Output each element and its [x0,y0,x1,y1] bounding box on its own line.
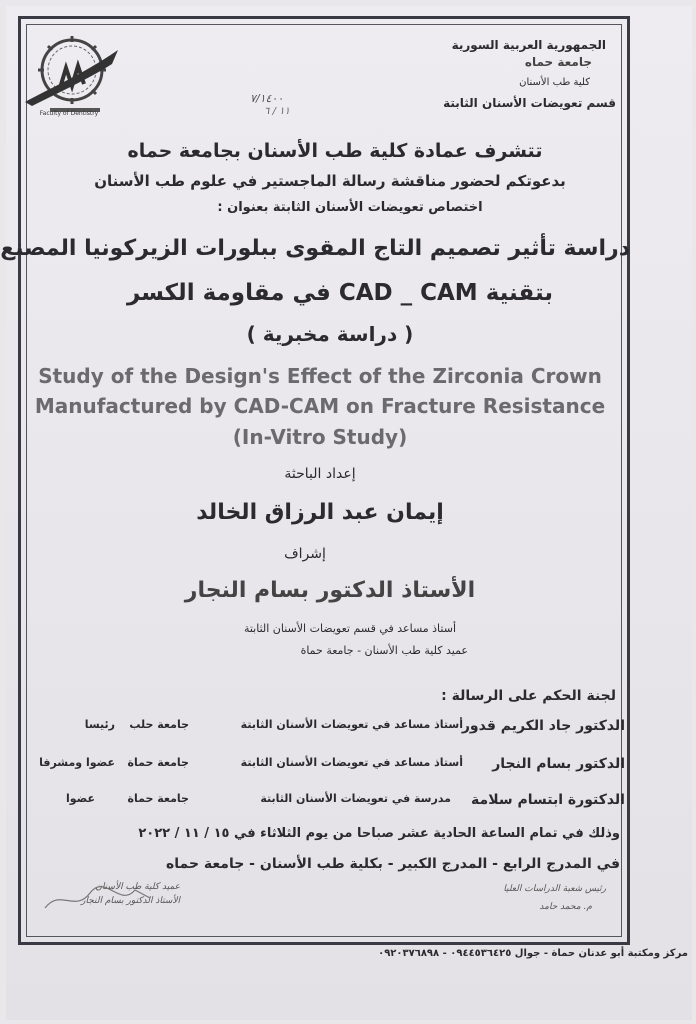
thesis-title-en-line-1: Study of the Design's Effect of the Zirconia Crown [38,364,602,388]
thesis-title-ar-line-1: دراسة تأثير تصميم التاج المقوى ببلورات الزيركونيا المصنع [0,236,630,261]
committee-member-role: عضوا [65,792,95,805]
committee-member-role: عضوا ومشرفا [39,756,115,769]
thesis-title-en-line-3: (In-Vitro Study) [232,425,408,449]
header-republic: الجمهورية العربية السورية [451,38,606,52]
committee-member-university: جامعة حماة [127,756,189,769]
invitation-line-1: تتشرف عمادة كلية طب الأسنان بجامعة حماه [127,140,543,162]
reference-date: ١١ / ٦ [264,106,290,117]
committee-member-position: مدرسة في تعويضات الأسنان الثابتة [260,792,451,805]
committee-member-university: جامعة حلب [129,718,189,731]
committee-heading: لجنة الحكم على الرسالة : [441,688,616,704]
logo-caption: Faculty of Dentistry [39,110,99,117]
committee-row [40,718,625,740]
schedule-line-1: وذلك في تمام الساعة الحادية عشر صباحا من يوم الثلاثاء في ١٥ / ١١ / ٢٠٢٢ [138,826,620,841]
committee-member-name: الدكتور جاد الكريم قدور [461,718,625,734]
invitation-line-2: بدعوتكم لحضور مناقشة رسالة الماجستير في علوم طب الأسنان [94,172,566,190]
committee-member-role: رئيسا [84,718,115,731]
handwritten-signature-icon [40,878,160,918]
supervisor-title-1: أستاذ مساعد في قسم تعويضات الأسنان الثابتة [243,622,456,635]
signature-right-line-1: رئيس شعبة الدراسات العليا [503,884,606,894]
committee-member-position: أستاذ مساعد في تعويضات الأسنان الثابتة [240,756,463,769]
reference-number: ٧/١٤٠٠ [250,92,284,105]
header-university: جامعة حماه [524,55,592,69]
supervision-label: إشراف [284,546,326,562]
header-department: قسم تعويضات الأسنان الثابتة [443,96,616,110]
signature-left-line-2: الأستاذ الدكتور بسام النجار [81,896,180,906]
committee-member-name: الدكتورة ابتسام سلامة [471,792,625,808]
thesis-title-en-line-2: Manufactured by CAD-CAM on Fracture Resistance [34,394,606,418]
signature-right-line-2: م. محمد حامد [539,902,592,912]
researcher-label: إعداد الباحثة [284,466,356,482]
invitation-line-3: اختصاص تعويضات الأسنان الثابتة بعنوان : [217,200,483,215]
supervisor-title-2: عميد كلية طب الأسنان - جامعة حماة [300,644,468,657]
committee-member-position: أستاذ مساعد في تعويضات الأسنان الثابتة [240,718,463,731]
committee-row [40,756,625,778]
schedule-line-2: في المدرج الرابع - المدرج الكبير - بكلية طب الأسنان - جامعة حماه [166,856,620,872]
printer-footer: مركز ومكتبة أبو عدنان حماة - جوال ٠٩٤٤٥٣٦٤٢٥ - ٠٩٢٠٣٧٦٨٩٨ [378,948,688,959]
supervisor-name: الأستاذ الدكتور بسام النجار [184,578,476,603]
committee-member-name: الدكتور بسام النجار [492,756,625,772]
thesis-title-ar-line-2: بتقنية CAD _ CAM في مقاومة الكسر [126,280,554,306]
committee-row [40,792,625,814]
researcher-name: إيمان عبد الرزاق الخالد [196,500,444,525]
header-faculty: كلية طب الأسنان [519,77,590,88]
signature-left-line-1: عميد كلية طب الأسنان [95,882,180,892]
committee-member-university: جامعة حماة [127,792,189,805]
thesis-title-ar-line-3: ( دراسة مخبرية ) [246,322,414,346]
